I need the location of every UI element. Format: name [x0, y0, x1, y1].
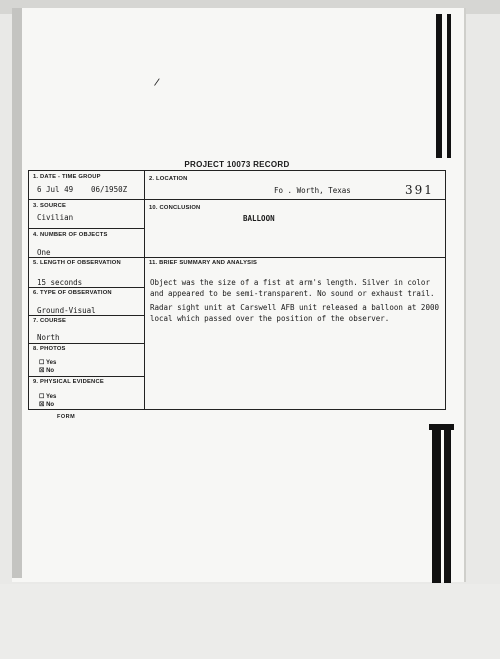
source-label: 3. SOURCE	[33, 203, 67, 209]
scan-edge-bar	[432, 428, 441, 583]
summary-label: 11. BRIEF SUMMARY AND ANALYSIS	[149, 260, 258, 266]
physical-yes-checkbox: ☐ Yes	[39, 394, 57, 400]
date-label: 1. DATE - TIME GROUP	[33, 174, 101, 180]
date-value: 6 Jul 49	[37, 185, 74, 194]
objects-value: One	[37, 248, 51, 257]
stray-pen-mark: /	[153, 76, 161, 90]
row-divider	[29, 376, 144, 377]
physical-label: 9. PHYSICAL EVIDENCE	[33, 379, 104, 385]
objects-label: 4. NUMBER OF OBJECTS	[33, 232, 108, 238]
case-number: 391	[405, 183, 434, 197]
photo-margin	[0, 584, 500, 659]
length-label: 5. LENGTH OF OBSERVATION	[33, 260, 121, 266]
photos-no-checkbox: ☒ No	[39, 368, 55, 374]
length-value: 15 seconds	[37, 278, 83, 287]
summary-text	[150, 278, 442, 328]
conclusion-value: BALLOON	[243, 214, 275, 223]
column-divider	[144, 171, 145, 409]
location-label: 2. LOCATION	[149, 176, 188, 182]
course-label: 7. COURSE	[33, 318, 67, 324]
row-divider	[29, 199, 445, 200]
summary-paragraph: Radar sight unit at Carswell AFB unit released a balloon at 2000 local which passed over the position of the observer.	[150, 303, 439, 323]
conclusion-label: 10. CONCLUSION	[149, 205, 201, 211]
record-title: PROJECT 10073 RECORD	[184, 160, 290, 169]
row-divider	[29, 315, 144, 316]
record-form	[28, 170, 446, 410]
photos-label: 8. PHOTOS	[33, 346, 66, 352]
scan-edge-bar	[447, 14, 451, 158]
scan-edge-bar	[436, 14, 442, 158]
row-divider	[29, 287, 144, 288]
form-footer: FORM	[57, 414, 76, 420]
physical-no-checkbox: ☒ No	[39, 402, 55, 408]
time-value: 06/1950Z	[91, 185, 128, 194]
photos-yes-checkbox: ☐ Yes	[39, 360, 57, 366]
scan-edge-bar	[444, 428, 451, 583]
row-divider	[29, 228, 144, 229]
source-value: Civilian	[37, 213, 74, 222]
type-label: 6. TYPE OF OBSERVATION	[33, 290, 112, 296]
page-shadow	[12, 8, 22, 578]
summary-paragraph: Object was the size of a fist at arm's length. Silver in color and appeared to be semi-transparent. No sound or exhaust trail.	[150, 278, 435, 298]
row-divider	[29, 257, 445, 258]
course-value: North	[37, 333, 60, 342]
location-value: Fo . Worth, Texas	[274, 186, 351, 195]
type-value: Ground-Visual	[37, 306, 96, 315]
row-divider	[29, 343, 144, 344]
